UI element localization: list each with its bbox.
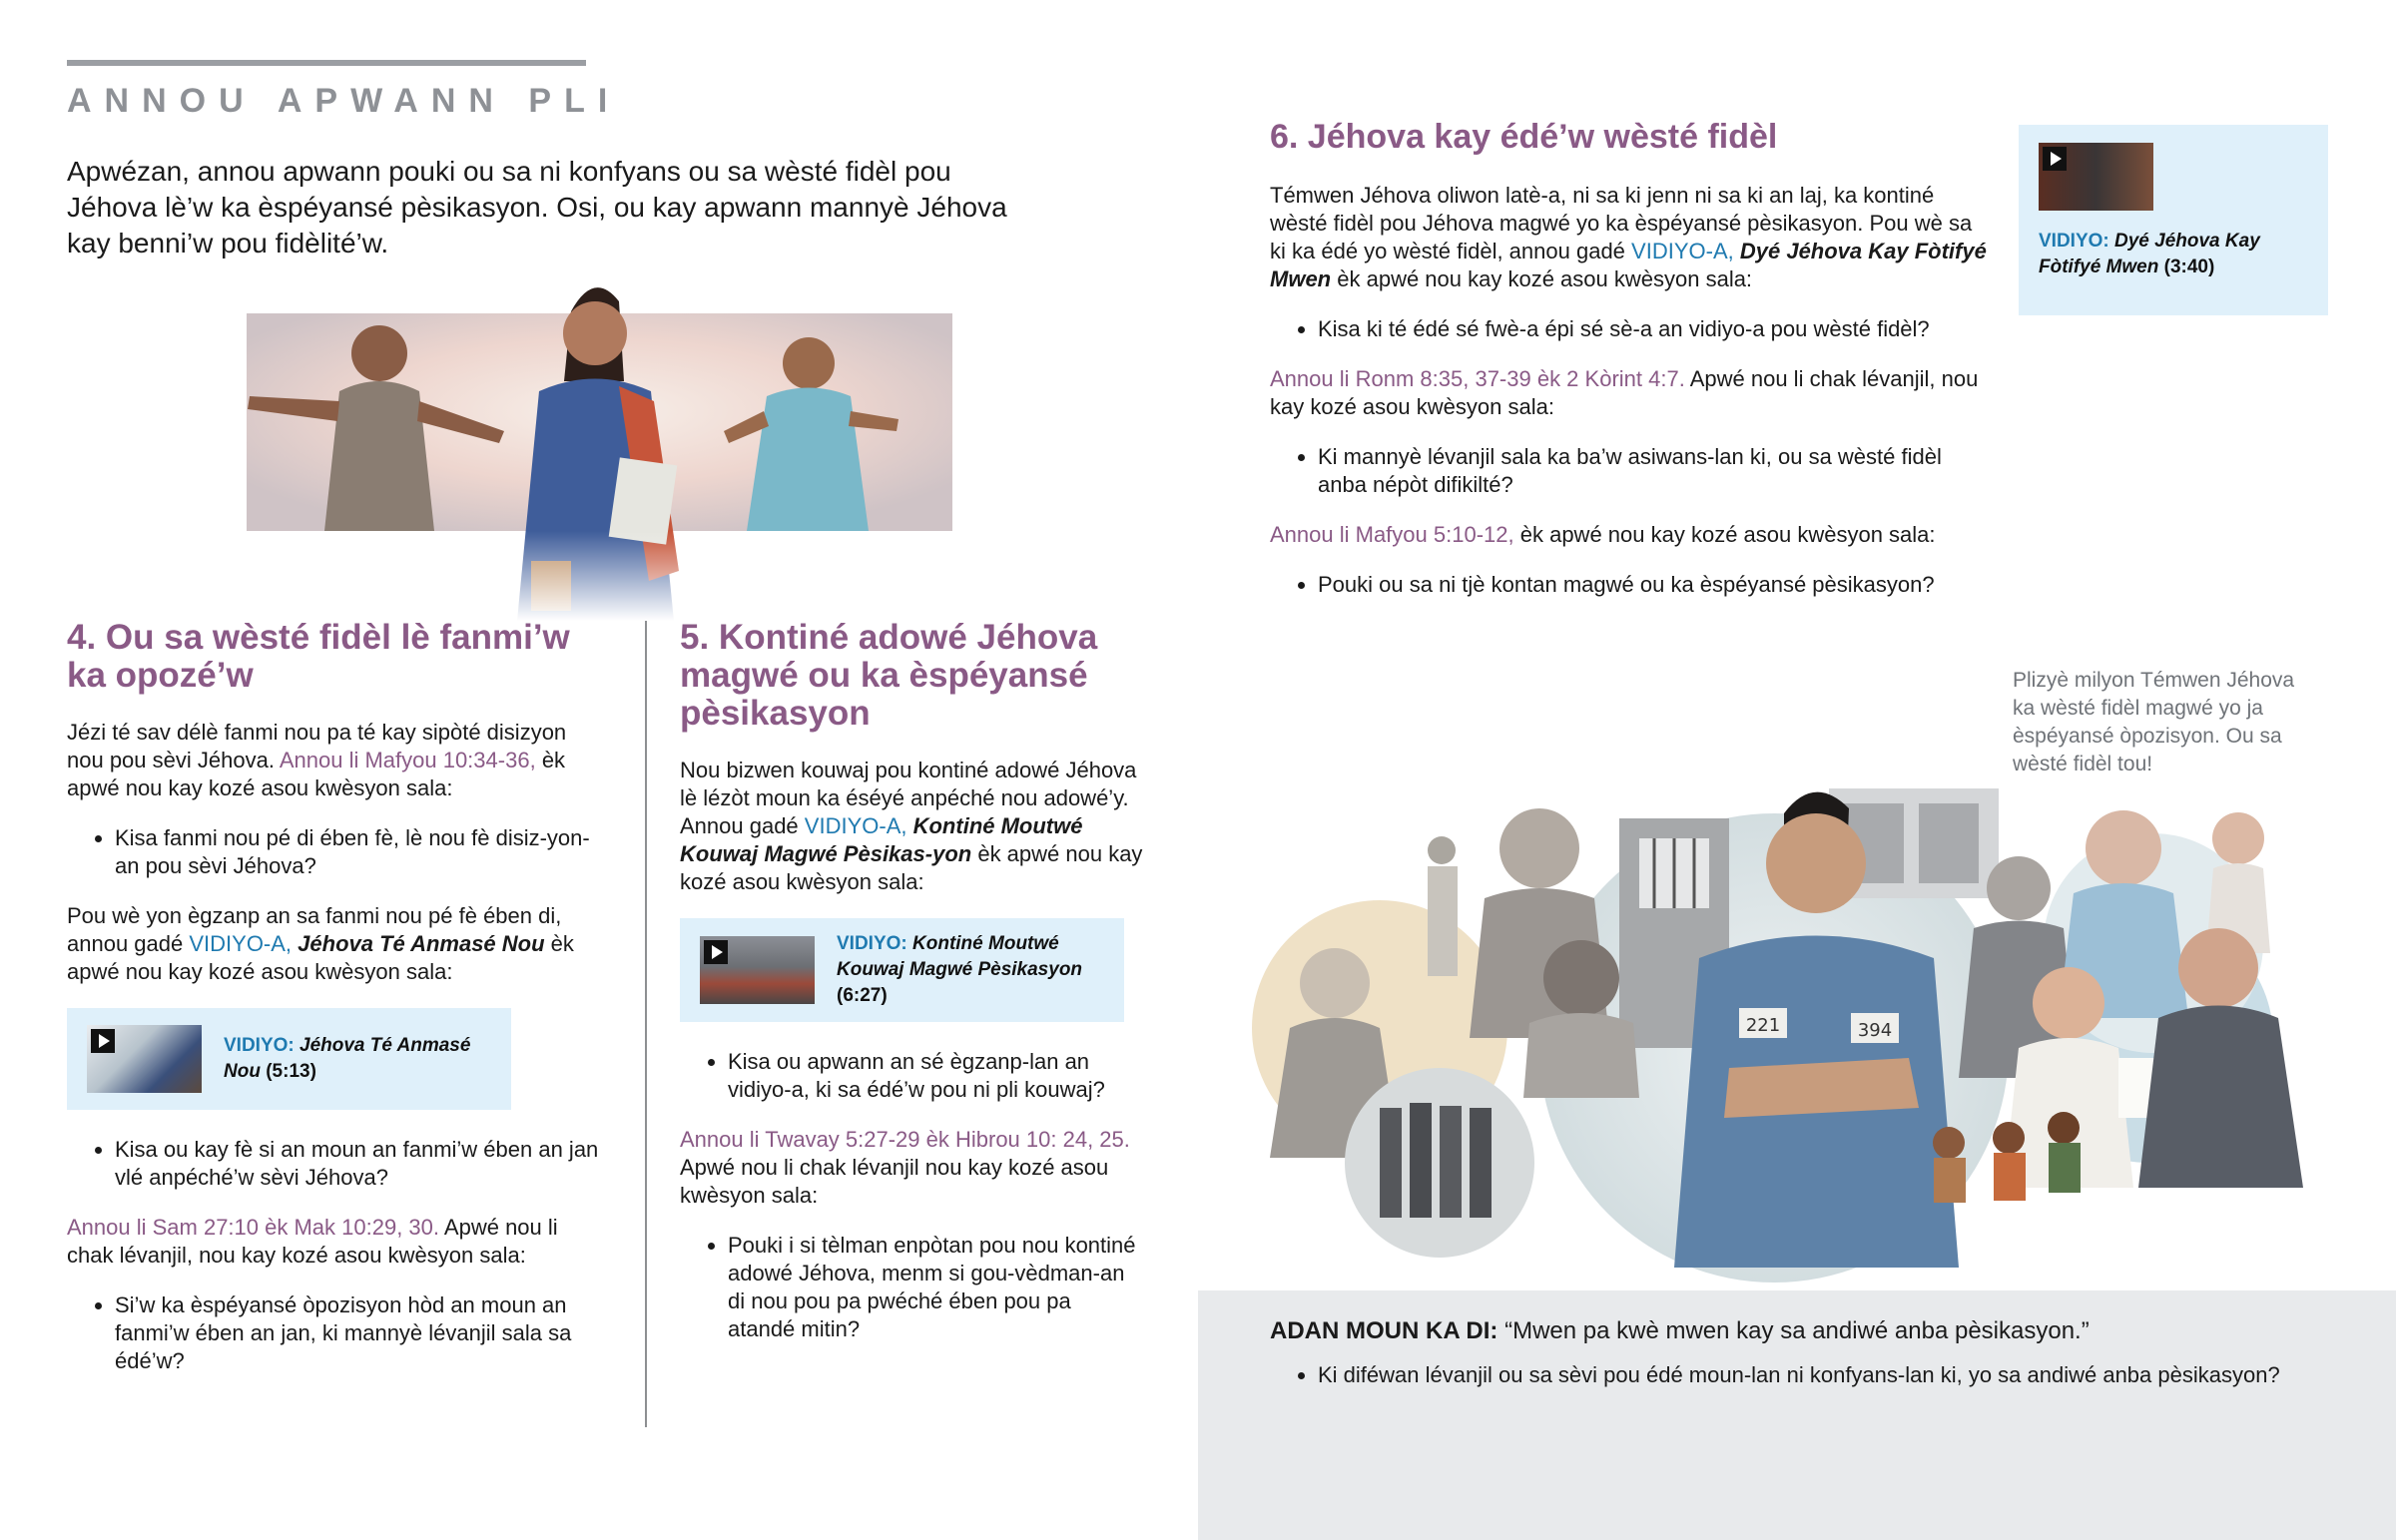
section-6-p3-end: èk apwé nou kay kozé asou kwèsyon sala: xyxy=(1519,522,1936,547)
section-heading: ANNOU APWANN PLI xyxy=(67,82,621,120)
video-duration: (5:13) xyxy=(266,1061,316,1082)
section-4-p1-text: Jézi té sav délè fanmi nou pa té kay sipòté disizyon nou pou sèvi Jéhova. xyxy=(67,720,567,772)
people-say-quote: “Mwen pa kwè mwen kay sa andiwé anba pèsikasyon.” xyxy=(1504,1317,2090,1344)
section-6 xyxy=(1270,118,1989,621)
section-6-paragraph-3 xyxy=(1270,521,1989,549)
intro-paragraph: Apwézan, annou apwann pouki ou sa ni konfyans ou sa wèsté fidèl pou Jéhova lè’w ka èspéyansé pèsikasyon. Osi, ou kay apwann mannyè Jéhova kay benni’w pou fidèlité’w. xyxy=(67,156,1007,258)
people-say-question: • Ki diféwan lévanjil ou sa sèvi pou édé moun-lan ni konfyans-lan ki, yo sa andiwé anba pèsikasyon? xyxy=(1318,1361,2348,1389)
video-thumbnail xyxy=(87,1025,202,1093)
play-icon xyxy=(91,1029,115,1053)
video-label: VIDIYO: xyxy=(224,1035,295,1056)
section-4-question-list-1 xyxy=(67,824,606,880)
video-card-section-5[interactable] xyxy=(680,918,1124,1022)
section-4 xyxy=(67,619,606,1397)
section-4-title: 4. Ou sa wèsté fidèl lè fanmi’w ka opozé’w xyxy=(67,618,570,695)
scripture-link-sam-27[interactable]: Annou li Sam 27:10 èk Mak 10:29, 30. xyxy=(67,1215,440,1240)
section-6-p1-text: Témwen Jéhova oliwon latè-a, ni sa ki jenn ni sa ki an laj, ka kontiné wèsté fidèl pou Jéhova magwé yo ka èspéyansé pèsikasyon. Pou wè sa ki ka édé yo wèsté fidèl, annou gadé xyxy=(1270,183,1973,263)
section-4-paragraph-1 xyxy=(67,719,606,802)
section-4-question-list-3 xyxy=(67,1291,606,1375)
section-5-question-1: • Kisa ou apwann an sé ègzanp-lan an vidiyo-a, ki sa édé’w pou ni pli kouwaj? xyxy=(728,1048,1144,1104)
video-card-section-4[interactable] xyxy=(67,1008,511,1110)
section-6-paragraph-1 xyxy=(1270,182,1989,293)
people-say-question-list xyxy=(1270,1361,2348,1389)
section-5-question-2: • Pouki i si tèlman enpòtan pou nou kontiné adowé Jéhova, menm si gou-vèdman-an di nou pou pa pwéché ében pou pa atandé mitin? xyxy=(728,1232,1144,1343)
section-5-title: 5. Kontiné adowé Jéhova magwé ou ka èspéyansé pèsikasyon xyxy=(680,618,1098,733)
section-4-paragraph-2 xyxy=(67,902,606,986)
play-icon xyxy=(2043,147,2067,171)
section-4-paragraph-3 xyxy=(67,1214,606,1270)
section-5-paragraph-1 xyxy=(680,757,1144,896)
prisoner-tag-1: 221 xyxy=(1745,1015,1781,1036)
section-5-question-list-1 xyxy=(680,1048,1144,1104)
video-title: Dyé Jéhova Kay Fòtifyé Mwen xyxy=(2039,231,2260,277)
section-4-question-2: • Kisa ou kay fè si an moun an fanmi’w ében an jan vlé anpéché’w sèvi Jéhova? xyxy=(115,1136,606,1192)
section-6-question-2: • Ki mannyè lévanjil sala ka ba’w asiwans-lan ki, ou sa wèsté fidèl anba népòt difikilté? xyxy=(1318,443,1989,499)
section-5-p2-end: Apwé nou li chak lévanjil nou kay kozé asou kwèsyon sala: xyxy=(680,1155,1109,1208)
section-4-question-1: • Kisa fanmi nou pé di ében fè, lè nou fè disiz-yon-an pou sèvi Jéhova? xyxy=(115,824,606,880)
section-5-p1-text: Nou bizwen kouwaj pou kontiné adowé Jéhova lè lézòt moun ka éséyé anpéché nou adowé’y. Annou gadé xyxy=(680,758,1137,838)
family-opposition-illustration xyxy=(220,271,958,621)
section-4-p2-end: èk apwé nou kay kozé asou kwèsyon sala: xyxy=(67,931,574,984)
column-divider xyxy=(645,621,647,1427)
video-thumbnail xyxy=(700,936,815,1004)
scripture-link-twavay-5[interactable]: Annou li Twavay 5:27-29 èk Hibrou 10: 24, 25. xyxy=(680,1127,1130,1152)
section-6-question-list-1 xyxy=(1270,315,1989,343)
section-6-p2-end: Apwé nou li chak lévanjil, nou kay kozé asou kwèsyon sala: xyxy=(1270,366,1979,419)
section-6-question-1: • Kisa ki té édé sé fwè-a épi sé sè-a an vidiyo-a pou wèsté fidèl? xyxy=(1318,315,1989,343)
section-5-paragraph-2 xyxy=(680,1126,1144,1210)
video-title-inline-section-6: Dyé Jéhova Kay Fòtifyé Mwen xyxy=(1270,239,1987,291)
faithful-witnesses-illustration xyxy=(1230,769,2358,1283)
section-4-p2-text: Pou wè yon ègzanp an sa fanmi nou pé fè ében di, annou gadé xyxy=(67,903,562,956)
video-title-inline-section-5: Kontiné Moutwé Kouwaj Magwé Pèsikas-yon xyxy=(680,813,1083,866)
section-6-question-list-2 xyxy=(1270,443,1989,499)
section-4-p1-end: èk apwé nou kay kozé asou kwèsyon sala: xyxy=(67,748,566,800)
people-say-box xyxy=(1270,1315,2348,1389)
section-4-question-list-2 xyxy=(67,1136,606,1192)
section-4-question-3: • Si’w ka èspéyansé òpozisyon hòd an moun an fanmi’w ében an jan, ki mannyè lévanjil sala sa édé’w? xyxy=(115,1291,606,1375)
video-label: VIDIYO: xyxy=(2039,231,2109,252)
section-5 xyxy=(680,619,1144,1365)
section-5-p1-end: èk apwé nou kay kozé asou kwèsyon sala: xyxy=(680,841,1143,894)
section-4-p3-end: Apwé nou li chak lévanjil, nou kay kozé asou kwèsyon sala: xyxy=(67,1215,558,1268)
video-duration: (6:27) xyxy=(837,985,888,1006)
video-title: Jéhova Té Anmasé Nou xyxy=(224,1035,471,1082)
video-link-section-4[interactable]: VIDIYO-A, xyxy=(189,931,293,956)
video-link-section-5[interactable]: VIDIYO-A, xyxy=(804,813,907,838)
section-5-question-list-2 xyxy=(680,1232,1144,1343)
scripture-link-ronm-8[interactable]: Annou li Ronm 8:35, 37-39 èk 2 Kòrint 4:7. xyxy=(1270,366,1685,391)
section-6-question-list-3 xyxy=(1270,571,1989,599)
video-title-inline-section-4: Jéhova Té Anmasé Nou xyxy=(298,931,545,956)
people-say-label: ADAN MOUN KA DI: xyxy=(1270,1317,1498,1344)
section-6-question-3: • Pouki ou sa ni tjè kontan magwé ou ka èspéyansé pèsikasyon? xyxy=(1318,571,1989,599)
scripture-link-mafyou-5[interactable]: Annou li Mafyou 5:10-12, xyxy=(1270,522,1514,547)
video-card-section-6[interactable] xyxy=(2019,125,2328,315)
video-thumbnail xyxy=(2039,143,2153,211)
video-link-section-6[interactable]: VIDIYO-A, xyxy=(1631,239,1734,263)
section-6-paragraph-2 xyxy=(1270,365,1989,421)
section-6-p1-end: èk apwé nou kay kozé asou kwèsyon sala: xyxy=(1337,266,1753,291)
video-duration: (3:40) xyxy=(2163,257,2215,277)
top-rule xyxy=(67,60,586,66)
prisoner-tag-2: 394 xyxy=(1857,1020,1893,1041)
scripture-link-mafyou-10[interactable]: Annou li Mafyou 10:34-36, xyxy=(279,748,536,772)
video-title: Kontiné Moutwé Kouwaj Magwé Pèsikasyon xyxy=(837,933,1083,980)
section-6-title: 6. Jéhova kay édé’w wèsté fidèl xyxy=(1270,118,1778,156)
video-label: VIDIYO: xyxy=(837,933,907,954)
play-icon xyxy=(704,940,728,964)
illustration-caption: Plizyè milyon Témwen Jéhova ka wèsté fidèl magwé yo ja èspéyansé òpozisyon. Ou sa wèsté fidèl tou! xyxy=(2013,669,2295,775)
